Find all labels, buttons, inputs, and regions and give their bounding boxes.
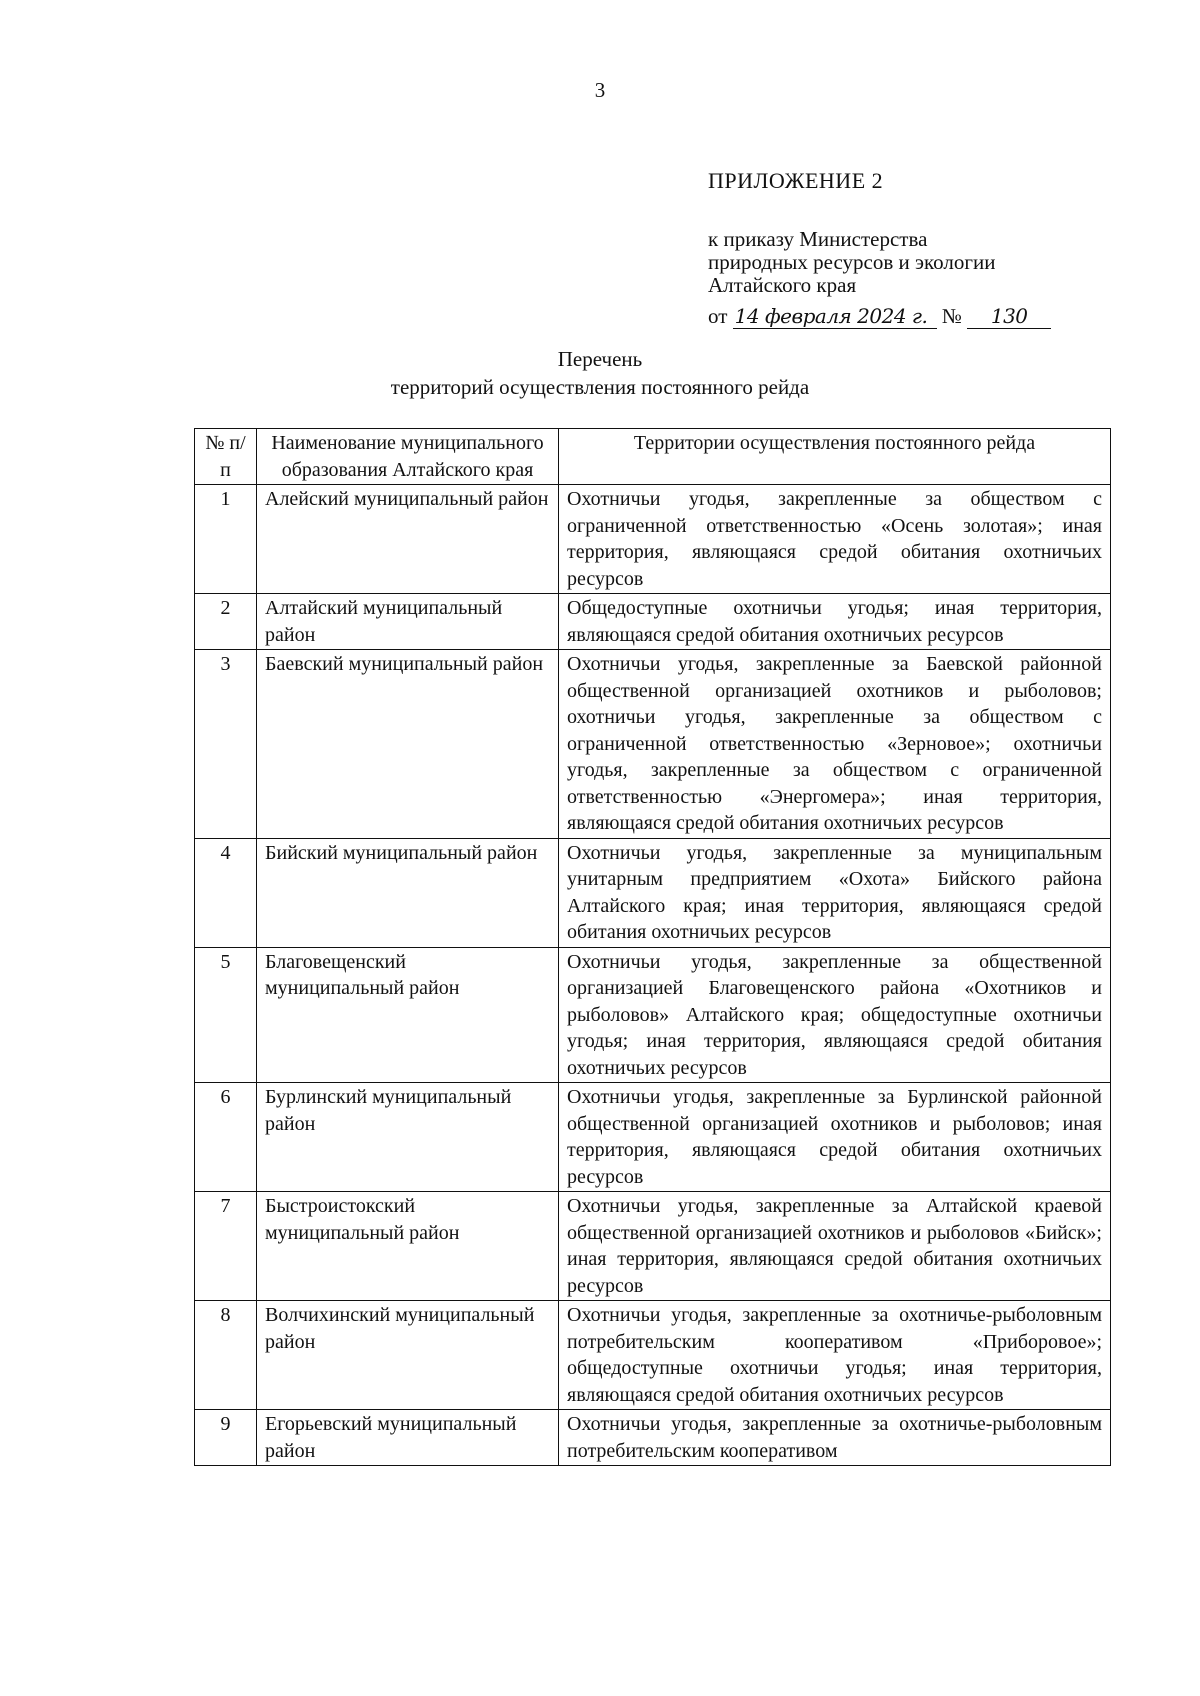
- row-municipality: Алтайский муниципальный район: [257, 594, 559, 650]
- page-number: 3: [594, 78, 606, 102]
- appendix-block: [708, 168, 1128, 329]
- order-number-handwritten: 130: [967, 305, 1051, 329]
- row-number: 4: [195, 838, 257, 947]
- row-territory: Охотничьи угодья, закрепленные за Алтайской краевой общественной организацией охотников и рыболовов «Бийск»; иная территория, являющаяся средой обитания охотничьих ресурсов: [559, 1192, 1111, 1301]
- row-number: 5: [195, 947, 257, 1083]
- appendix-order-line-3: Алтайского края: [708, 273, 857, 297]
- document-heading: [0, 345, 1200, 401]
- heading-title: Перечень: [557, 347, 643, 371]
- row-number: 3: [195, 650, 257, 839]
- row-territory: Охотничьи угодья, закрепленные за Бурлинской районной общественной организацией охотников и рыболовов; иная территория, являющаяся средой обитания охотничьих ресурсов: [559, 1083, 1111, 1192]
- order-date-number-line: [708, 305, 1128, 329]
- table-row: [195, 650, 1111, 839]
- appendix-order-line-1: к приказу Министерства: [708, 227, 928, 251]
- order-date-handwritten: 14 февраля 2024 г.: [733, 305, 937, 329]
- table-row: [195, 947, 1111, 1083]
- appendix-title: ПРИЛОЖЕНИЕ 2: [708, 168, 884, 193]
- row-number: 7: [195, 1192, 257, 1301]
- row-territory: [559, 1410, 1111, 1466]
- row-number: 9: [195, 1410, 257, 1466]
- row-municipality: Алейский муниципальный район: [257, 485, 559, 594]
- row-territory: Общедоступные охотничьи угодья; иная территория, являющаяся средой обитания охотничьих ресурсов: [559, 594, 1111, 650]
- table-row: [195, 1192, 1111, 1301]
- row-municipality: Бурлинский муниципальный район: [257, 1083, 559, 1192]
- order-number-label: №: [941, 304, 962, 328]
- row-number: 8: [195, 1301, 257, 1410]
- raid-territories-table: [194, 428, 1111, 1466]
- table-row: [195, 1083, 1111, 1192]
- row-number: 1: [195, 485, 257, 594]
- row-territory: Охотничьи угодья, закрепленные за Баевской районной общественной организацией охотников и рыболовов; охотничьи угодья, закрепленные за обществом с ограниченной ответственностью «Зерновое»; охотничьи угодья, закрепленные за обществом с ограниченной ответственностью «Энергомера»; иная территория, являющаяся средой обитания охотничьих ресурсов: [559, 650, 1111, 839]
- row-number: 6: [195, 1083, 257, 1192]
- table-row: [195, 838, 1111, 947]
- row-municipality: Благовещенский муниципальный район: [257, 947, 559, 1083]
- heading-subtitle: территорий осуществления постоянного рейда: [390, 375, 810, 399]
- header-territory: Территории осуществления постоянного рейда: [559, 429, 1111, 485]
- order-from-label: от: [708, 304, 728, 328]
- table-row: [195, 594, 1111, 650]
- row-municipality: Быстроистокский муниципальный район: [257, 1192, 559, 1301]
- header-municipality: Наименование муниципального образования Алтайского края: [257, 429, 559, 485]
- row-territory: Охотничьи угодья, закрепленные за обществом с ограниченной ответственностью «Осень золотая»; иная территория, являющаяся средой обитания охотничьих ресурсов: [559, 485, 1111, 594]
- table-header-row: [195, 429, 1111, 485]
- table-row: [195, 1410, 1111, 1466]
- row-territory-text: Охотничьи угодья, закрепленные за охотничье-рыболовным потребительским кооперативом: [567, 1413, 1102, 1462]
- row-municipality: Волчихинский муниципальный район: [257, 1301, 559, 1410]
- table-row: [195, 1301, 1111, 1410]
- row-municipality: Баевский муниципальный район: [257, 650, 559, 839]
- row-number: 2: [195, 594, 257, 650]
- appendix-order-line-2: природных ресурсов и экологии: [708, 250, 996, 274]
- row-municipality: Бийский муниципальный район: [257, 838, 559, 947]
- header-number: № п/п: [195, 429, 257, 485]
- row-territory: Охотничьи угодья, закрепленные за охотничье-рыболовным потребительским кооперативом «Приборовое»; общедоступные охотничьи угодья; иная территория, являющаяся средой обитания охотничьих ресурсов: [559, 1301, 1111, 1410]
- table-row: [195, 485, 1111, 594]
- row-territory: Охотничьи угодья, закрепленные за общественной организацией Благовещенского района «Охотников и рыболовов» Алтайского края; общедоступные охотничьи угодья; иная территория, являющаяся средой обитания охотничьих ресурсов: [559, 947, 1111, 1083]
- row-municipality: Егорьевский муниципальный район: [257, 1410, 559, 1466]
- row-territory: Охотничьи угодья, закрепленные за муниципальным унитарным предприятием «Охота» Бийского района Алтайского края; иная территория, являющаяся средой обитания охотничьих ресурсов: [559, 838, 1111, 947]
